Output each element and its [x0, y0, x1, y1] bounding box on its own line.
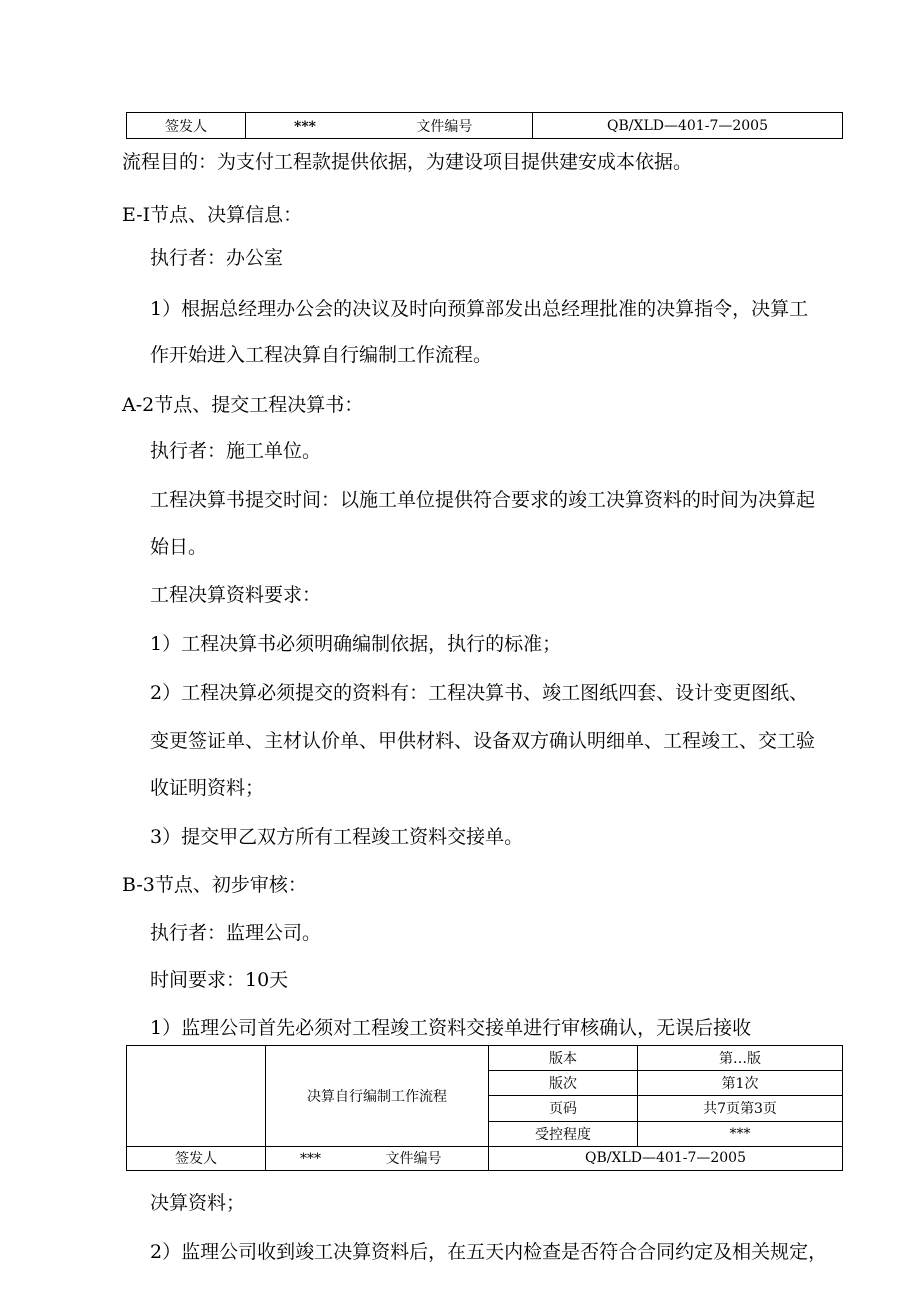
section-a2-title: A-2节点、提交工程决算书：	[122, 394, 364, 416]
footer-doc-title: 决算自行编制工作流程	[266, 1046, 489, 1147]
section-a2-item3: 3）提交甲乙双方所有工程竣工资料交接单。	[150, 826, 524, 848]
section-a2-time-line1: 工程决算书提交时间：以施工单位提供符合要求的竣工决算资料的时间为决算起	[150, 489, 816, 511]
footer-revision-value: 第1次	[638, 1071, 843, 1096]
footer-signer-cell	[266, 1146, 489, 1170]
section-b3-item1: 1）监理公司首先必须对工程竣工资料交接单进行审核确认，无误后接收	[150, 1017, 752, 1039]
footer-control-value: ***	[638, 1121, 843, 1146]
section-e1-executor: 执行者：办公室	[150, 247, 284, 269]
purpose-line: 流程目的：为支付工程款提供依据，为建设项目提供建安成本依据。	[122, 151, 693, 173]
footer-blank-cell	[127, 1046, 266, 1147]
section-b3-time: 时间要求：10天	[150, 969, 289, 991]
header-signer-stars: ***	[294, 118, 316, 135]
footer-table	[126, 1045, 843, 1171]
section-a2-item2-line3: 收证明资料；	[150, 777, 265, 799]
footer-doc-no-label: 文件编号	[385, 1151, 442, 1168]
section-e1-item1-line2: 作开始进入工程决算自行编制工作流程。	[150, 344, 493, 366]
footer-page-label: 页码	[489, 1096, 638, 1121]
footer-doc-no-value: QB/XLD—401-7—2005	[489, 1146, 843, 1170]
section-a2-time-line2: 始日。	[150, 536, 208, 558]
footer-signer-value: ***	[300, 1151, 321, 1168]
section-a2-requirements: 工程决算资料要求：	[150, 584, 322, 606]
footer-signer-label: 签发人	[127, 1146, 266, 1170]
section-b3-item2: 2）监理公司收到竣工决算资料后，在五天内检查是否符合合同约定及相关规定，	[150, 1241, 828, 1263]
header-doc-no-value: QB/XLD—401-7—2005	[533, 113, 843, 139]
section-b3-executor: 执行者：监理公司。	[150, 922, 322, 944]
section-e1-title: E-I节点、决算信息：	[122, 204, 303, 226]
header-doc-no-label: 文件编号	[416, 118, 473, 135]
section-a2-executor: 执行者：施工单位。	[150, 440, 322, 462]
footer-edition-value: 第…版	[638, 1046, 843, 1071]
section-a2-item2-line1: 2）工程决算必须提交的资料有：工程决算书、竣工图纸四套、设计变更图纸、	[150, 682, 809, 704]
section-a2-item2-line2: 变更签证单、主材认价单、甲供材料、设备双方确认明细单、工程竣工、交工验	[150, 730, 816, 752]
footer-control-label: 受控程度	[489, 1121, 638, 1146]
section-a2-item1: 1）工程决算书必须明确编制依据，执行的标准；	[150, 633, 562, 655]
footer-edition-label: 版本	[489, 1046, 638, 1071]
footer-revision-label: 版次	[489, 1071, 638, 1096]
footer-page-value: 共7页第3页	[638, 1096, 843, 1121]
section-e1-item1-line1: 1）根据总经理办公会的决议及时向预算部发出总经理批准的决算指令，决算工	[150, 298, 809, 320]
header-signer-label: 签发人	[127, 113, 246, 139]
section-b3-title: B-3节点、初步审核：	[122, 874, 307, 896]
section-b3-item1-continued: 决算资料；	[150, 1192, 246, 1214]
header-table	[126, 112, 843, 139]
header-signer-value	[246, 113, 533, 139]
